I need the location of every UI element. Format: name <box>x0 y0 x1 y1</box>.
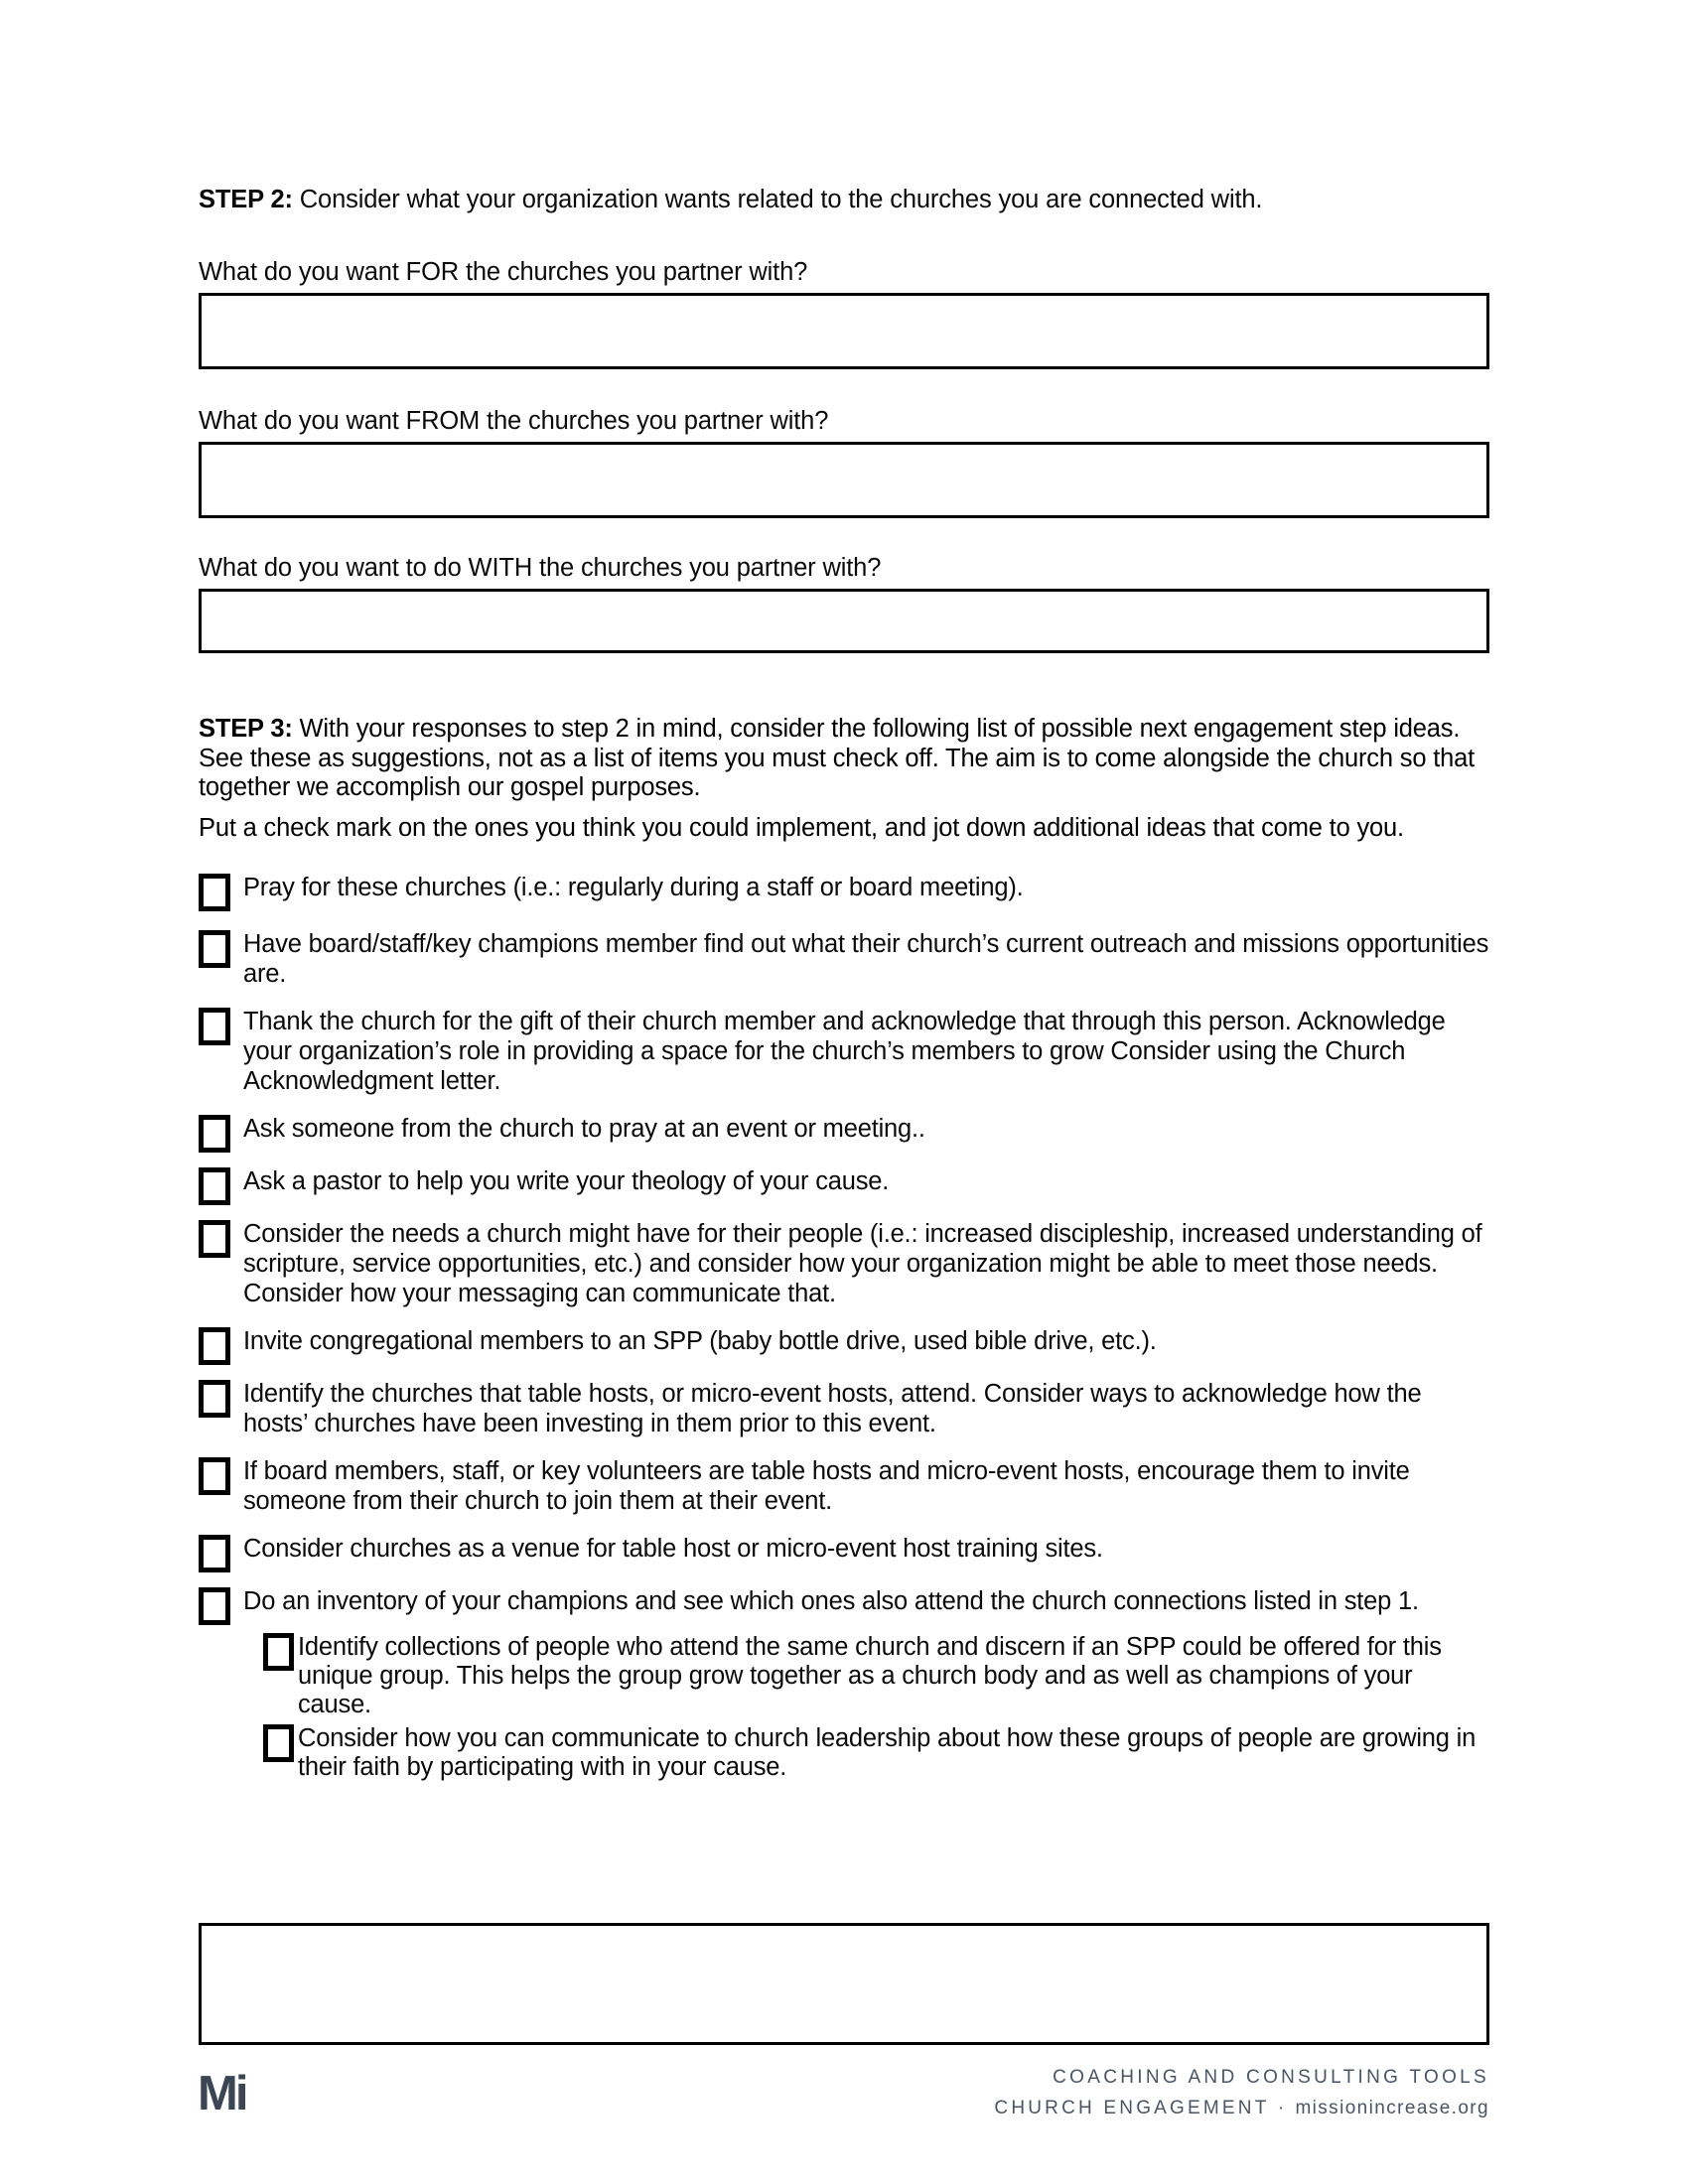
sub-checklist-item-label: Identify collections of people who attend the same church and discern if an SPP could be offered for this unique group. This helps the group grow together as a church body and as well as champions of your cause. <box>298 1633 1442 1718</box>
question-with-label: What do you want to do WITH the churches you partner with? <box>199 554 882 582</box>
document-content <box>199 185 1491 1786</box>
answer-box-with[interactable] <box>199 589 1489 653</box>
footer-separator: · <box>1269 2098 1296 2118</box>
checklist-item-label: Identify the churches that table hosts, or micro-event hosts, attend. Consider ways to acknowledge how the hosts’ churches have been investing in them prior to this event. <box>243 1380 1422 1437</box>
checkbox-icon[interactable] <box>199 1457 230 1495</box>
checklist-item-label: Pray for these churches (i.e.: regularly during a staff or board meeting). <box>243 874 1024 901</box>
checklist-item-label: If board members, staff, or key volunteers are table hosts and micro-event hosts, encourage them to invite someone from their church to join them at their event. <box>243 1457 1410 1515</box>
checklist-item[interactable] <box>199 1378 1491 1438</box>
checklist-item[interactable] <box>199 872 1491 911</box>
checklist-item-label: Invite congregational members to an SPP (baby bottle drive, used bible drive, etc.). <box>243 1327 1157 1355</box>
step3-heading-block <box>199 715 1491 843</box>
footer-text <box>994 2062 1489 2123</box>
engagement-checklist <box>199 872 1491 1782</box>
checklist-item[interactable] <box>199 1533 1491 1572</box>
answer-box-for[interactable] <box>199 293 1489 369</box>
checkbox-icon[interactable] <box>199 1220 230 1258</box>
checkbox-icon[interactable] <box>199 1535 230 1572</box>
checklist-item-label: Consider churches as a venue for table host or micro-event host training sites. <box>243 1535 1103 1563</box>
engagement-sub-checklist <box>263 1632 1491 1782</box>
question-from-label: What do you want FROM the churches you partner with? <box>199 407 829 435</box>
checklist-item[interactable] <box>199 928 1491 989</box>
footer-url: missionincrease.org <box>1295 2098 1489 2118</box>
checkbox-icon[interactable] <box>199 1380 230 1418</box>
step3-heading <box>199 715 1491 803</box>
step2-label: STEP 2: <box>199 186 293 213</box>
mission-increase-logo: Mi <box>198 2067 246 2120</box>
checklist-item-label: Thank the church for the gift of their church member and acknowledge that through this person. Acknowledge your organization’s role in providing a space for the church’s members to grow Consider using the Church Acknowledgment letter. <box>243 1008 1446 1095</box>
checklist-item[interactable] <box>199 1455 1491 1516</box>
checkbox-icon[interactable] <box>199 1167 230 1205</box>
checklist-item[interactable] <box>199 1585 1491 1625</box>
sub-checklist-item-label: Consider how you can communicate to church leadership about how these groups of people are growing in their faith by participating with in your cause. <box>298 1724 1477 1781</box>
footer-line-1: COACHING AND CONSULTING TOOLS <box>1053 2067 1489 2088</box>
step2-text: Consider what your organization wants related to the churches you are connected with. <box>292 186 1263 213</box>
checklist-item[interactable] <box>199 1218 1491 1308</box>
step3-text: With your responses to step 2 in mind, consider the following list of possible next engagement step ideas. See these as suggestions, not as a list of items you must check off. The aim is to come alongside the church so that together we accomplish our gospel purposes. <box>199 715 1476 801</box>
sub-checklist-item[interactable] <box>263 1632 1491 1719</box>
checkbox-icon[interactable] <box>199 1008 230 1045</box>
footer-section-label: CHURCH ENGAGEMENT <box>994 2098 1270 2118</box>
checklist-item-label: Do an inventory of your champions and see which ones also attend the church connections listed in step 1. <box>243 1587 1419 1615</box>
page-footer <box>0 2058 1688 2147</box>
checkbox-icon[interactable] <box>199 874 230 911</box>
checkbox-icon[interactable] <box>263 1633 294 1671</box>
checklist-item-label: Consider the needs a church might have for their people (i.e.: increased discipleship, increased understanding of scripture, service opportunities, etc.) and consider how your organization might be able to meet those needs. Consider how your messaging can communicate that. <box>243 1220 1482 1307</box>
checkbox-icon[interactable] <box>199 930 230 968</box>
checklist-item[interactable] <box>199 1165 1491 1205</box>
step3-label: STEP 3: <box>199 715 293 743</box>
answer-box-from[interactable] <box>199 442 1489 518</box>
checkbox-icon[interactable] <box>263 1724 294 1762</box>
checklist-item-label: Ask someone from the church to pray at an event or meeting.. <box>243 1115 925 1143</box>
checklist-item[interactable] <box>199 1006 1491 1096</box>
checkbox-icon[interactable] <box>199 1327 230 1365</box>
checkbox-icon[interactable] <box>199 1587 230 1625</box>
checklist-item-label: Ask a pastor to help you write your theology of your cause. <box>243 1167 890 1195</box>
checklist-item-label: Have board/staff/key champions member find out what their church’s current outreach and missions opportunities are. <box>243 930 1489 988</box>
question-for-label: What do you want FOR the churches you partner with? <box>199 258 808 286</box>
checklist-item[interactable] <box>199 1113 1491 1153</box>
step2-heading <box>199 185 1491 215</box>
checkbox-icon[interactable] <box>199 1115 230 1153</box>
sub-checklist-item[interactable] <box>263 1723 1491 1782</box>
footer-line-2 <box>994 2093 1489 2123</box>
step3-instruction: Put a check mark on the ones you think you could implement, and jot down additional ideas that come to you. <box>199 813 1404 842</box>
notes-box[interactable] <box>199 1923 1489 2045</box>
checklist-item[interactable] <box>199 1325 1491 1365</box>
